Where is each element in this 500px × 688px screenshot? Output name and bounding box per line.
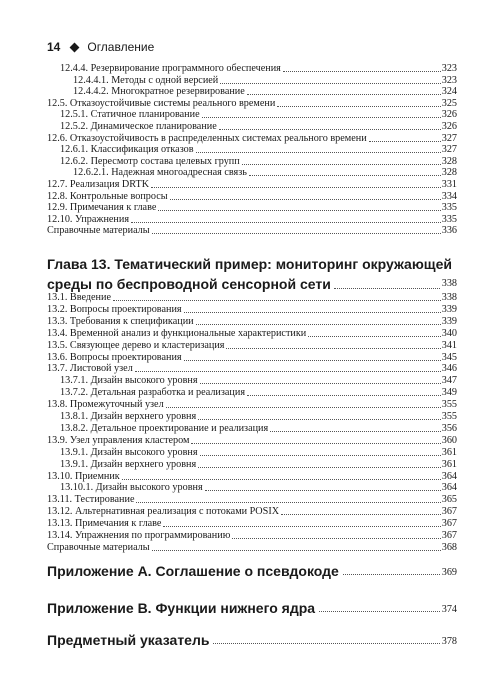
toc-entry-title: 12.6.2. Пересмотр состава целевых групп <box>60 155 240 167</box>
toc-entry-page: 324 <box>441 86 457 98</box>
toc-entry[interactable] <box>47 327 457 339</box>
toc-entry[interactable] <box>47 201 457 213</box>
toc-entry[interactable] <box>47 493 457 505</box>
appendix-page: 374 <box>441 604 457 615</box>
leader-dots <box>205 490 441 491</box>
appendix-title: Приложение В. Функции нижнего ядра <box>47 600 316 616</box>
toc-entry-title: 12.10. Упражнения <box>47 213 130 225</box>
toc-entry-title: 13.8.2. Детальное проектирование и реализация <box>60 422 269 434</box>
toc-entry[interactable] <box>47 517 457 529</box>
toc-entry[interactable] <box>47 446 457 458</box>
toc-entry-page: 349 <box>441 387 457 399</box>
toc-entry-title: 13.3. Требования к спецификации <box>47 315 194 327</box>
toc-entry-title: 13.9. Узел управления кластером <box>47 434 190 446</box>
toc-entry[interactable] <box>47 97 457 109</box>
toc-entry-page: 326 <box>441 121 457 132</box>
leader-dots <box>184 312 441 313</box>
toc-entry-page: 327 <box>441 132 457 144</box>
toc-entry-page: 328 <box>441 167 457 179</box>
toc-entry-title: 13.7. Листовой узел <box>47 363 133 375</box>
leader-dots <box>247 94 441 95</box>
toc-entry-page: 367 <box>441 530 457 541</box>
toc-entry-page: 335 <box>441 202 457 214</box>
toc-entry-page: 328 <box>441 155 457 167</box>
toc-entry-page: 323 <box>441 74 457 86</box>
leader-dots <box>202 117 441 118</box>
toc-entry[interactable] <box>47 386 457 398</box>
toc-entry-page: 367 <box>441 506 457 518</box>
toc-entry[interactable] <box>47 108 457 120</box>
toc-entry-title: 12.6. Отказоустойчивость в распределенных системах реального времени <box>47 132 367 144</box>
toc-entry-page: 339 <box>441 315 457 327</box>
toc-entry-page: 339 <box>441 303 457 315</box>
toc-entry-title: 13.5. Связующее дерево и кластеризация <box>47 339 225 351</box>
toc-entry-page: 331 <box>441 179 457 190</box>
leader-dots <box>198 467 441 468</box>
leader-dots <box>369 141 441 142</box>
toc-entry-page: 345 <box>441 351 457 363</box>
toc-entry-title: 12.8. Контрольные вопросы <box>47 190 168 202</box>
toc-entry[interactable] <box>47 374 457 386</box>
toc-entry-title: 13.4. Временной анализ и функциональные характеристики <box>47 327 307 339</box>
leader-dots <box>277 106 440 107</box>
page-number: 14 <box>47 40 61 54</box>
toc-entry-title: 12.4.4. Резервирование программного обеспечения <box>60 63 281 74</box>
chapter-13-title[interactable] <box>47 254 457 294</box>
toc-entry[interactable] <box>47 410 457 422</box>
leader-dots <box>226 348 440 349</box>
toc-entry[interactable] <box>47 213 457 225</box>
toc-entry-title: 13.10. Приемник <box>47 470 120 482</box>
leader-dots <box>166 407 441 408</box>
leader-dots <box>196 324 441 325</box>
leader-dots <box>242 164 441 165</box>
leader-dots <box>281 514 441 515</box>
toc-entry-page: 341 <box>441 339 457 351</box>
toc-entry[interactable] <box>47 458 457 470</box>
running-head-title: Оглавление <box>87 40 155 54</box>
chapter-13-title-line1: Глава 13. Тематический пример: мониторинг окружающей <box>47 256 453 272</box>
toc-entry[interactable] <box>47 339 457 351</box>
toc-entry-title: Справочные материалы <box>47 225 150 237</box>
toc-entry-title: 12.7. Реализация DRTK <box>47 179 150 190</box>
toc-entry-page: 361 <box>441 458 457 470</box>
toc-entry[interactable] <box>47 224 457 236</box>
appendix-page: 378 <box>441 636 457 647</box>
toc-entry[interactable] <box>47 422 457 434</box>
toc-entry-title: 12.6.2.1. Надежная многоадресная связь <box>73 167 247 179</box>
running-head <box>47 40 154 54</box>
toc-entry[interactable] <box>47 178 457 190</box>
toc-entry-page: 323 <box>441 63 457 74</box>
leader-dots <box>163 526 440 527</box>
toc-entry[interactable] <box>47 434 457 446</box>
leader-dots <box>270 431 441 432</box>
toc-entry-page: 336 <box>441 225 457 237</box>
diamond-icon <box>70 42 80 52</box>
toc-entry[interactable] <box>47 529 457 541</box>
leader-dots <box>200 383 441 384</box>
leader-dots <box>219 129 441 130</box>
toc-entry-title: 12.5.1. Статичное планирование <box>60 109 200 121</box>
toc-entry-page: 338 <box>441 292 457 303</box>
leader-dots <box>152 550 441 551</box>
leader-dots <box>200 455 441 456</box>
toc-entry[interactable] <box>47 143 457 155</box>
toc-entry[interactable] <box>47 470 457 482</box>
toc-entry-page: 326 <box>441 109 457 121</box>
appendix-entry[interactable] <box>47 562 457 580</box>
chapter-13-title-line2: среды по беспроводной сенсорной сети <box>47 276 331 292</box>
toc-entry-page: 335 <box>441 213 457 225</box>
toc-entry-page: 347 <box>441 375 457 387</box>
leader-dots <box>170 199 441 200</box>
toc-entry[interactable] <box>47 362 457 374</box>
toc-entry-page: 356 <box>441 422 457 434</box>
toc-entry-page: 325 <box>441 97 457 109</box>
leader-dots <box>136 502 440 503</box>
leader-dots <box>158 210 440 211</box>
toc-entry-page: 334 <box>441 190 457 202</box>
toc-entry[interactable] <box>47 166 457 178</box>
leader-dots <box>283 71 441 72</box>
toc-entry-title: 13.12. Альтернативная реализация с потоками POSIX <box>47 506 280 518</box>
toc-entry-page: 361 <box>441 446 457 458</box>
leader-dots <box>122 479 441 480</box>
appendix-title: Приложение А. Соглашение о псевдокоде <box>47 563 339 579</box>
toc-entry-page: 355 <box>441 399 457 411</box>
toc-entry[interactable] <box>47 315 457 327</box>
leader-dots <box>184 360 441 361</box>
toc-entry-title: 13.10.1. Дизайн высокого уровня <box>60 482 203 494</box>
toc-entry-page: 355 <box>441 411 457 422</box>
leader-dots <box>220 83 440 84</box>
toc-entry[interactable] <box>47 291 457 303</box>
leader-dots <box>249 175 441 176</box>
appendix-title: Предметный указатель <box>47 632 210 648</box>
toc-entry-page: 364 <box>441 470 457 482</box>
toc-entry-page: 360 <box>441 434 457 446</box>
leader-dots <box>198 419 441 420</box>
leader-dots <box>334 288 440 289</box>
leader-dots <box>213 643 439 644</box>
toc-entry-title: 13.8. Промежуточный узел <box>47 399 164 411</box>
toc-entry[interactable] <box>47 505 457 517</box>
chapter-13-page: 338 <box>441 278 457 289</box>
toc-entry-page: 367 <box>441 518 457 530</box>
toc-entry-title: 13.13. Примечания к главе <box>47 518 162 530</box>
leader-dots <box>152 233 441 234</box>
toc-entry-title: 13.9.1. Дизайн высокого уровня <box>60 446 198 458</box>
appendix-entry[interactable] <box>47 599 457 617</box>
toc-entry-title: 13.1. Введение <box>47 292 111 303</box>
leader-dots <box>232 538 440 539</box>
toc-entry-title: 12.9. Примечания к главе <box>47 202 157 214</box>
leader-dots <box>247 395 441 396</box>
toc-entry[interactable] <box>47 541 457 553</box>
toc-entry-title: 13.9.1. Дизайн верхнего уровня <box>60 458 197 470</box>
toc-entry-title: 12.4.4.1. Методы с одной версией <box>73 74 219 86</box>
toc-entry-title: 13.6. Вопросы проектирования <box>47 351 182 363</box>
toc-entry[interactable] <box>47 132 457 144</box>
leader-dots <box>113 300 441 301</box>
toc-entry-title: 13.8.1. Дизайн верхнего уровня <box>60 411 197 422</box>
toc-entry[interactable] <box>47 74 457 86</box>
toc-entry-title: 12.5.2. Динамическое планирование <box>60 121 217 132</box>
toc-entry[interactable] <box>47 351 457 363</box>
leader-dots <box>151 187 441 188</box>
appendix-entry[interactable] <box>47 631 457 649</box>
toc-entry[interactable] <box>47 155 457 167</box>
toc-entry-page: 365 <box>441 494 457 506</box>
toc-entry-title: 13.14. Упражнения по программированию <box>47 530 231 541</box>
toc-entry[interactable] <box>47 62 457 74</box>
leader-dots <box>319 611 440 612</box>
toc-entry[interactable] <box>47 398 457 410</box>
toc-entry[interactable] <box>47 85 457 97</box>
toc-entry-page: 364 <box>441 482 457 494</box>
toc-entry-title: 13.7.2. Детальная разработка и реализация <box>60 387 246 399</box>
toc-entry-page: 327 <box>441 144 457 156</box>
toc-entry-page: 340 <box>441 327 457 339</box>
toc-entry[interactable] <box>47 481 457 493</box>
toc-entry-title: 13.2. Вопросы проектирования <box>47 303 182 315</box>
leader-dots <box>135 371 441 372</box>
leader-dots <box>191 443 440 444</box>
toc-entry-title: Справочные материалы <box>47 541 150 553</box>
leader-dots <box>131 222 441 223</box>
toc-entry[interactable] <box>47 303 457 315</box>
toc-entry-title: 12.4.4.2. Многократное резервирование <box>73 86 245 98</box>
toc-entry-title: 13.11. Тестирование <box>47 494 135 506</box>
toc-entry-title: 13.7.1. Дизайн высокого уровня <box>60 375 198 387</box>
toc-entry-page: 346 <box>441 363 457 375</box>
toc-entry-title: 12.5. Отказоустойчивые системы реального времени <box>47 97 276 109</box>
leader-dots <box>308 336 440 337</box>
leader-dots <box>196 152 441 153</box>
toc-entry[interactable] <box>47 190 457 202</box>
appendix-page: 369 <box>441 567 457 578</box>
toc-entry[interactable] <box>47 120 457 132</box>
toc-entry-title: 12.6.1. Классификация отказов <box>60 144 194 156</box>
toc-entry-page: 368 <box>441 541 457 553</box>
leader-dots <box>343 574 440 575</box>
